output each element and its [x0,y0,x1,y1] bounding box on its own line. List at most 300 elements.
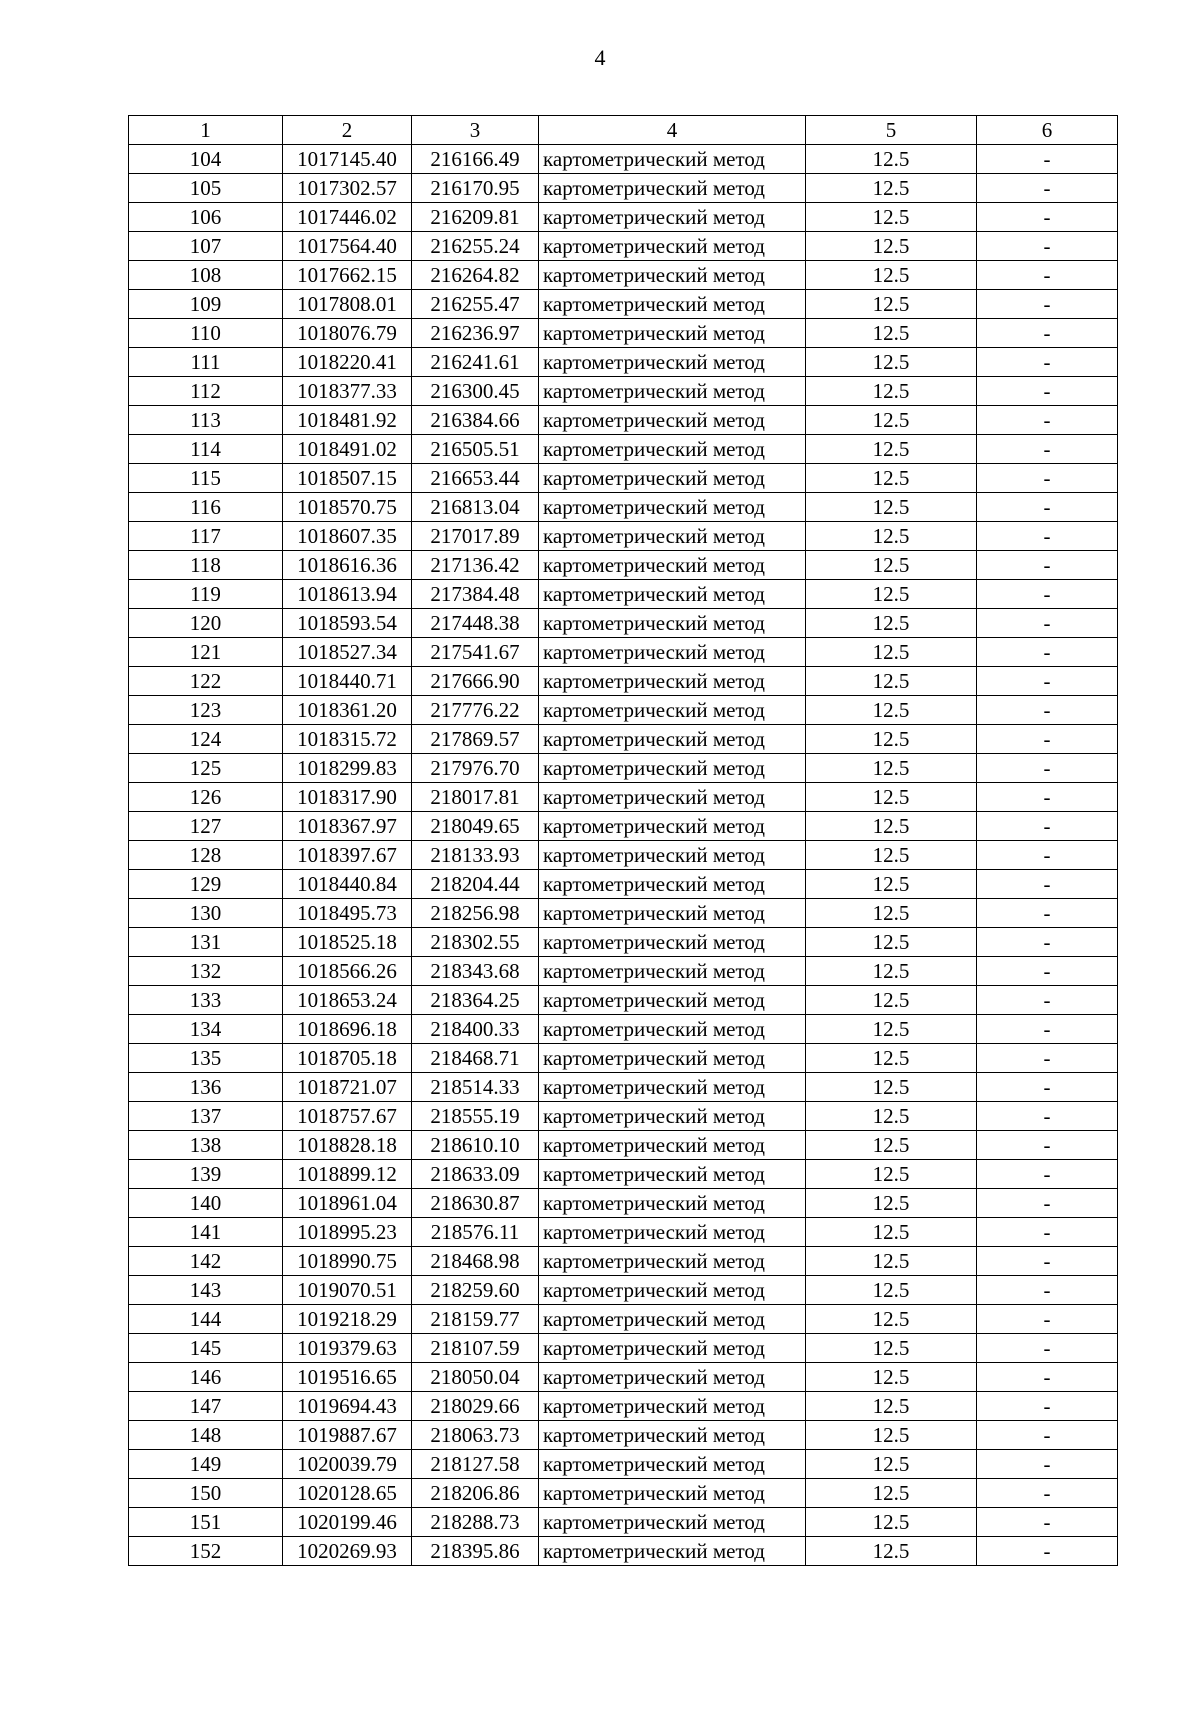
y-coordinate-cell: 218395.86 [412,1537,539,1566]
point-number-cell: 114 [129,435,283,464]
header-cell-3: 3 [412,116,539,145]
point-number-cell: 110 [129,319,283,348]
header-cell-6: 6 [977,116,1118,145]
note-cell: - [977,551,1118,580]
x-coordinate-cell: 1018696.18 [283,1015,412,1044]
point-number-cell: 113 [129,406,283,435]
accuracy-cell: 12.5 [806,377,977,406]
header-cell-4: 4 [539,116,806,145]
table-row [129,551,1118,580]
accuracy-cell: 12.5 [806,464,977,493]
x-coordinate-cell: 1019516.65 [283,1363,412,1392]
point-number-cell: 128 [129,841,283,870]
accuracy-cell: 12.5 [806,232,977,261]
note-cell: - [977,1508,1118,1537]
note-cell: - [977,464,1118,493]
method-cell: картометрический метод [539,348,806,377]
x-coordinate-cell: 1019887.67 [283,1421,412,1450]
note-cell: - [977,899,1118,928]
note-cell: - [977,1044,1118,1073]
point-number-cell: 141 [129,1218,283,1247]
y-coordinate-cell: 216255.47 [412,290,539,319]
method-cell: картометрический метод [539,1044,806,1073]
x-coordinate-cell: 1018317.90 [283,783,412,812]
accuracy-cell: 12.5 [806,1131,977,1160]
x-coordinate-cell: 1018593.54 [283,609,412,638]
x-coordinate-cell: 1018613.94 [283,580,412,609]
table-row [129,1537,1118,1566]
method-cell: картометрический метод [539,783,806,812]
x-coordinate-cell: 1019379.63 [283,1334,412,1363]
y-coordinate-cell: 218468.98 [412,1247,539,1276]
note-cell: - [977,957,1118,986]
y-coordinate-cell: 218302.55 [412,928,539,957]
table-row [129,899,1118,928]
x-coordinate-cell: 1018481.92 [283,406,412,435]
accuracy-cell: 12.5 [806,522,977,551]
y-coordinate-cell: 218610.10 [412,1131,539,1160]
header-cell-5: 5 [806,116,977,145]
table-row [129,1392,1118,1421]
x-coordinate-cell: 1018653.24 [283,986,412,1015]
method-cell: картометрический метод [539,1508,806,1537]
y-coordinate-cell: 216813.04 [412,493,539,522]
point-number-cell: 117 [129,522,283,551]
accuracy-cell: 12.5 [806,812,977,841]
method-cell: картометрический метод [539,1421,806,1450]
note-cell: - [977,1537,1118,1566]
x-coordinate-cell: 1018367.97 [283,812,412,841]
note-cell: - [977,1305,1118,1334]
note-cell: - [977,1450,1118,1479]
note-cell: - [977,580,1118,609]
y-coordinate-cell: 218630.87 [412,1189,539,1218]
accuracy-cell: 12.5 [806,145,977,174]
table-row [129,203,1118,232]
point-number-cell: 134 [129,1015,283,1044]
header-cell-1: 1 [129,116,283,145]
table-row [129,870,1118,899]
note-cell: - [977,1015,1118,1044]
y-coordinate-cell: 218107.59 [412,1334,539,1363]
accuracy-cell: 12.5 [806,1015,977,1044]
method-cell: картометрический метод [539,174,806,203]
x-coordinate-cell: 1018995.23 [283,1218,412,1247]
accuracy-cell: 12.5 [806,551,977,580]
table-row [129,435,1118,464]
note-cell: - [977,232,1118,261]
y-coordinate-cell: 218343.68 [412,957,539,986]
y-coordinate-cell: 217448.38 [412,609,539,638]
table-row [129,841,1118,870]
x-coordinate-cell: 1019218.29 [283,1305,412,1334]
accuracy-cell: 12.5 [806,493,977,522]
method-cell: картометрический метод [539,261,806,290]
point-number-cell: 139 [129,1160,283,1189]
table-row [129,725,1118,754]
method-cell: картометрический метод [539,1363,806,1392]
y-coordinate-cell: 218288.73 [412,1508,539,1537]
table-row [129,348,1118,377]
method-cell: картометрический метод [539,232,806,261]
method-cell: картометрический метод [539,522,806,551]
accuracy-cell: 12.5 [806,174,977,203]
x-coordinate-cell: 1018990.75 [283,1247,412,1276]
accuracy-cell: 12.5 [806,406,977,435]
y-coordinate-cell: 216209.81 [412,203,539,232]
accuracy-cell: 12.5 [806,1102,977,1131]
note-cell: - [977,435,1118,464]
table-row [129,696,1118,725]
point-number-cell: 115 [129,464,283,493]
y-coordinate-cell: 218063.73 [412,1421,539,1450]
method-cell: картометрический метод [539,1015,806,1044]
note-cell: - [977,406,1118,435]
point-number-cell: 122 [129,667,283,696]
method-cell: картометрический метод [539,899,806,928]
header-cell-2: 2 [283,116,412,145]
table-row [129,1479,1118,1508]
point-number-cell: 147 [129,1392,283,1421]
method-cell: картометрический метод [539,551,806,580]
method-cell: картометрический метод [539,1334,806,1363]
table-row [129,261,1118,290]
point-number-cell: 143 [129,1276,283,1305]
method-cell: картометрический метод [539,493,806,522]
accuracy-cell: 12.5 [806,783,977,812]
note-cell: - [977,377,1118,406]
table-row [129,1073,1118,1102]
y-coordinate-cell: 216384.66 [412,406,539,435]
method-cell: картометрический метод [539,609,806,638]
note-cell: - [977,667,1118,696]
table-row [129,464,1118,493]
method-cell: картометрический метод [539,725,806,754]
point-number-cell: 131 [129,928,283,957]
x-coordinate-cell: 1018899.12 [283,1160,412,1189]
table-row [129,1276,1118,1305]
accuracy-cell: 12.5 [806,319,977,348]
note-cell: - [977,986,1118,1015]
accuracy-cell: 12.5 [806,348,977,377]
accuracy-cell: 12.5 [806,1479,977,1508]
method-cell: картометрический метод [539,667,806,696]
x-coordinate-cell: 1018361.20 [283,696,412,725]
point-number-cell: 111 [129,348,283,377]
x-coordinate-cell: 1018491.02 [283,435,412,464]
x-coordinate-cell: 1020128.65 [283,1479,412,1508]
table-row [129,290,1118,319]
point-number-cell: 107 [129,232,283,261]
x-coordinate-cell: 1018440.84 [283,870,412,899]
note-cell: - [977,1102,1118,1131]
table-row [129,1218,1118,1247]
page-number: 4 [594,45,606,70]
accuracy-cell: 12.5 [806,1537,977,1566]
method-cell: картометрический метод [539,841,806,870]
y-coordinate-cell: 217017.89 [412,522,539,551]
point-number-cell: 119 [129,580,283,609]
x-coordinate-cell: 1017662.15 [283,261,412,290]
note-cell: - [977,145,1118,174]
method-cell: картометрический метод [539,1537,806,1566]
accuracy-cell: 12.5 [806,609,977,638]
y-coordinate-cell: 218133.93 [412,841,539,870]
note-cell: - [977,174,1118,203]
x-coordinate-cell: 1018828.18 [283,1131,412,1160]
x-coordinate-cell: 1020039.79 [283,1450,412,1479]
note-cell: - [977,290,1118,319]
table-row [129,928,1118,957]
table-row [129,812,1118,841]
accuracy-cell: 12.5 [806,1305,977,1334]
note-cell: - [977,783,1118,812]
x-coordinate-cell: 1018507.15 [283,464,412,493]
accuracy-cell: 12.5 [806,754,977,783]
x-coordinate-cell: 1018757.67 [283,1102,412,1131]
method-cell: картометрический метод [539,1073,806,1102]
table-row [129,580,1118,609]
note-cell: - [977,1421,1118,1450]
note-cell: - [977,870,1118,899]
y-coordinate-cell: 216653.44 [412,464,539,493]
accuracy-cell: 12.5 [806,928,977,957]
x-coordinate-cell: 1018607.35 [283,522,412,551]
note-cell: - [977,348,1118,377]
x-coordinate-cell: 1018495.73 [283,899,412,928]
y-coordinate-cell: 217666.90 [412,667,539,696]
y-coordinate-cell: 218127.58 [412,1450,539,1479]
table-row [129,638,1118,667]
x-coordinate-cell: 1018616.36 [283,551,412,580]
y-coordinate-cell: 218050.04 [412,1363,539,1392]
point-number-cell: 125 [129,754,283,783]
table-row [129,1015,1118,1044]
point-number-cell: 124 [129,725,283,754]
y-coordinate-cell: 218555.19 [412,1102,539,1131]
x-coordinate-cell: 1017564.40 [283,232,412,261]
method-cell: картометрический метод [539,203,806,232]
table-row [129,174,1118,203]
point-number-cell: 132 [129,957,283,986]
accuracy-cell: 12.5 [806,1189,977,1218]
x-coordinate-cell: 1018076.79 [283,319,412,348]
table-row [129,957,1118,986]
method-cell: картометрический метод [539,406,806,435]
note-cell: - [977,1073,1118,1102]
point-number-cell: 152 [129,1537,283,1566]
method-cell: картометрический метод [539,1189,806,1218]
point-number-cell: 145 [129,1334,283,1363]
coordinates-table [128,115,1118,1566]
y-coordinate-cell: 218633.09 [412,1160,539,1189]
point-number-cell: 130 [129,899,283,928]
note-cell: - [977,319,1118,348]
x-coordinate-cell: 1018315.72 [283,725,412,754]
point-number-cell: 109 [129,290,283,319]
point-number-cell: 121 [129,638,283,667]
method-cell: картометрический метод [539,957,806,986]
table-row [129,1247,1118,1276]
table-row [129,1102,1118,1131]
y-coordinate-cell: 218256.98 [412,899,539,928]
table-row [129,406,1118,435]
point-number-cell: 151 [129,1508,283,1537]
x-coordinate-cell: 1018527.34 [283,638,412,667]
table-row [129,1305,1118,1334]
point-number-cell: 149 [129,1450,283,1479]
point-number-cell: 123 [129,696,283,725]
x-coordinate-cell: 1019694.43 [283,1392,412,1421]
table-row [129,1044,1118,1073]
point-number-cell: 133 [129,986,283,1015]
y-coordinate-cell: 218514.33 [412,1073,539,1102]
accuracy-cell: 12.5 [806,957,977,986]
note-cell: - [977,1363,1118,1392]
x-coordinate-cell: 1018377.33 [283,377,412,406]
method-cell: картометрический метод [539,1392,806,1421]
note-cell: - [977,261,1118,290]
y-coordinate-cell: 218159.77 [412,1305,539,1334]
accuracy-cell: 12.5 [806,580,977,609]
table-row [129,1334,1118,1363]
note-cell: - [977,928,1118,957]
method-cell: картометрический метод [539,638,806,667]
x-coordinate-cell: 1018721.07 [283,1073,412,1102]
table-row [129,1131,1118,1160]
method-cell: картометрический метод [539,290,806,319]
accuracy-cell: 12.5 [806,986,977,1015]
y-coordinate-cell: 218029.66 [412,1392,539,1421]
y-coordinate-cell: 218468.71 [412,1044,539,1073]
y-coordinate-cell: 218259.60 [412,1276,539,1305]
y-coordinate-cell: 218576.11 [412,1218,539,1247]
accuracy-cell: 12.5 [806,290,977,319]
table-row [129,522,1118,551]
y-coordinate-cell: 216166.49 [412,145,539,174]
point-number-cell: 126 [129,783,283,812]
accuracy-cell: 12.5 [806,725,977,754]
point-number-cell: 146 [129,1363,283,1392]
y-coordinate-cell: 218049.65 [412,812,539,841]
point-number-cell: 116 [129,493,283,522]
table-row [129,232,1118,261]
y-coordinate-cell: 216241.61 [412,348,539,377]
accuracy-cell: 12.5 [806,261,977,290]
accuracy-cell: 12.5 [806,899,977,928]
accuracy-cell: 12.5 [806,667,977,696]
x-coordinate-cell: 1018566.26 [283,957,412,986]
table-row [129,783,1118,812]
x-coordinate-cell: 1018220.41 [283,348,412,377]
table-row [129,1189,1118,1218]
method-cell: картометрический метод [539,1247,806,1276]
method-cell: картометрический метод [539,1218,806,1247]
x-coordinate-cell: 1017302.57 [283,174,412,203]
accuracy-cell: 12.5 [806,1160,977,1189]
y-coordinate-cell: 216170.95 [412,174,539,203]
point-number-cell: 112 [129,377,283,406]
accuracy-cell: 12.5 [806,1450,977,1479]
x-coordinate-cell: 1020269.93 [283,1537,412,1566]
table-row [129,609,1118,638]
method-cell: картометрический метод [539,377,806,406]
point-number-cell: 140 [129,1189,283,1218]
method-cell: картометрический метод [539,1131,806,1160]
point-number-cell: 136 [129,1073,283,1102]
method-cell: картометрический метод [539,1305,806,1334]
y-coordinate-cell: 216264.82 [412,261,539,290]
point-number-cell: 105 [129,174,283,203]
x-coordinate-cell: 1018440.71 [283,667,412,696]
table-row [129,1363,1118,1392]
point-number-cell: 108 [129,261,283,290]
method-cell: картометрический метод [539,1450,806,1479]
x-coordinate-cell: 1018570.75 [283,493,412,522]
point-number-cell: 144 [129,1305,283,1334]
point-number-cell: 148 [129,1421,283,1450]
note-cell: - [977,841,1118,870]
x-coordinate-cell: 1018525.18 [283,928,412,957]
table-header-row [129,116,1118,145]
note-cell: - [977,812,1118,841]
accuracy-cell: 12.5 [806,1073,977,1102]
method-cell: картометрический метод [539,319,806,348]
method-cell: картометрический метод [539,1276,806,1305]
accuracy-cell: 12.5 [806,435,977,464]
accuracy-cell: 12.5 [806,1218,977,1247]
y-coordinate-cell: 218400.33 [412,1015,539,1044]
y-coordinate-cell: 216236.97 [412,319,539,348]
x-coordinate-cell: 1018397.67 [283,841,412,870]
point-number-cell: 118 [129,551,283,580]
note-cell: - [977,1218,1118,1247]
y-coordinate-cell: 217541.67 [412,638,539,667]
table-row [129,493,1118,522]
method-cell: картометрический метод [539,1160,806,1189]
y-coordinate-cell: 217976.70 [412,754,539,783]
method-cell: картометрический метод [539,986,806,1015]
x-coordinate-cell: 1020199.46 [283,1508,412,1537]
accuracy-cell: 12.5 [806,638,977,667]
point-number-cell: 150 [129,1479,283,1508]
note-cell: - [977,638,1118,667]
method-cell: картометрический метод [539,870,806,899]
x-coordinate-cell: 1019070.51 [283,1276,412,1305]
method-cell: картометрический метод [539,145,806,174]
accuracy-cell: 12.5 [806,696,977,725]
note-cell: - [977,725,1118,754]
accuracy-cell: 12.5 [806,1247,977,1276]
table-row [129,1160,1118,1189]
method-cell: картометрический метод [539,696,806,725]
note-cell: - [977,493,1118,522]
x-coordinate-cell: 1018299.83 [283,754,412,783]
accuracy-cell: 12.5 [806,1334,977,1363]
note-cell: - [977,696,1118,725]
point-number-cell: 104 [129,145,283,174]
y-coordinate-cell: 218204.44 [412,870,539,899]
table-row [129,1421,1118,1450]
note-cell: - [977,1392,1118,1421]
y-coordinate-cell: 218364.25 [412,986,539,1015]
point-number-cell: 106 [129,203,283,232]
y-coordinate-cell: 216255.24 [412,232,539,261]
y-coordinate-cell: 217869.57 [412,725,539,754]
note-cell: - [977,1189,1118,1218]
x-coordinate-cell: 1017446.02 [283,203,412,232]
table-row [129,986,1118,1015]
